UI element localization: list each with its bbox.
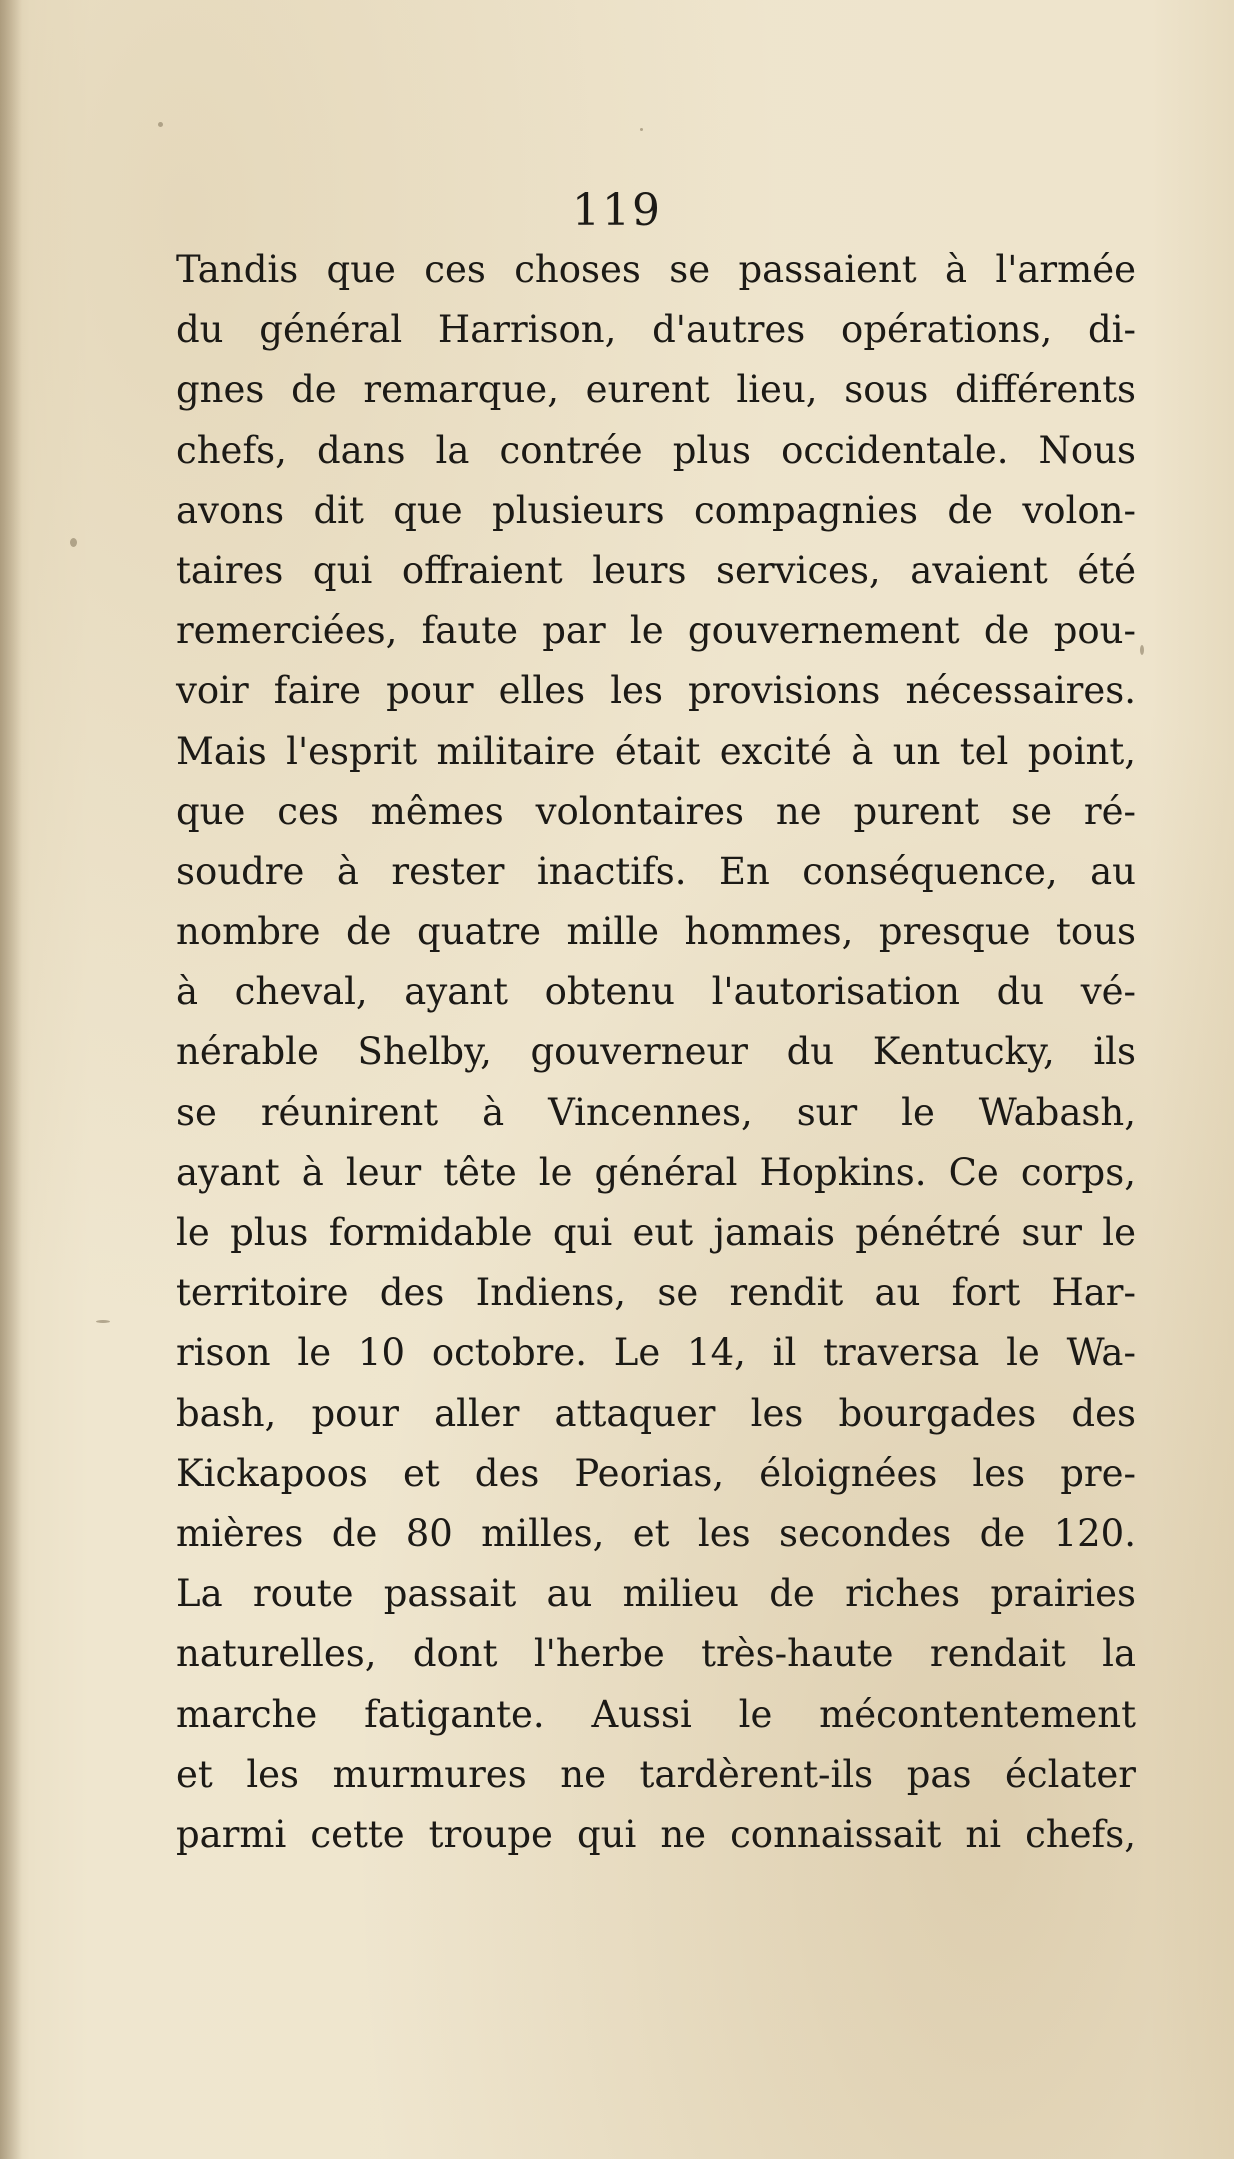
text-line: avons dit que plusieurs compagnies de volon- xyxy=(176,488,1136,532)
paper-speck xyxy=(70,538,77,547)
text-line: rison le 10 octobre. Le 14, il traversa le Wa- xyxy=(176,1331,1136,1375)
text-line: gnes de remarque, eurent lieu, sous différents xyxy=(176,368,1136,412)
text-line: taires qui offraient leurs services, avaient été xyxy=(176,548,1136,592)
text-line: marche fatigante. Aussi le mécontentement xyxy=(176,1692,1136,1736)
text-line: nombre de quatre mille hommes, presque tous xyxy=(176,910,1136,954)
paper-speck xyxy=(158,122,163,127)
text-line: que ces mêmes volontaires ne purent se ré- xyxy=(176,789,1136,833)
text-line: et les murmures ne tardèrent-ils pas éclater xyxy=(176,1752,1136,1796)
paper-speck xyxy=(640,128,643,131)
text-line: le plus formidable qui eut jamais pénétré sur le xyxy=(176,1211,1136,1254)
page-gutter-shadow xyxy=(0,0,22,2159)
text-line: ayant à leur tête le général Hopkins. Ce corps, xyxy=(176,1150,1136,1194)
text-line: bash, pour aller attaquer les bourgades des xyxy=(176,1391,1136,1435)
text-line: naturelles, dont l'herbe très-haute rendait la xyxy=(176,1632,1136,1676)
text-line: Tandis que ces choses se passaient à l'armée xyxy=(176,248,1136,291)
text-line: soudre à rester inactifs. En conséquence, au xyxy=(176,849,1136,893)
text-line: nérable Shelby, gouverneur du Kentucky, ils xyxy=(176,1030,1136,1074)
text-line: mières de 80 milles, et les secondes de 120. xyxy=(176,1511,1136,1555)
text-line: chefs, dans la contrée plus occidentale. Nous xyxy=(176,428,1136,472)
text-line: à cheval, ayant obtenu l'autorisation du vé- xyxy=(176,970,1136,1014)
paper-speck xyxy=(96,1320,110,1323)
text-line: voir faire pour elles les provisions nécessaires. xyxy=(176,669,1136,713)
text-line: La route passait au milieu de riches prairies xyxy=(176,1572,1136,1616)
text-line: remerciées, faute par le gouvernement de pou- xyxy=(176,609,1136,653)
text-line: du général Harrison, d'autres opérations, di- xyxy=(176,308,1136,352)
text-line: se réunirent à Vincennes, sur le Wabash, xyxy=(176,1090,1136,1134)
body-text xyxy=(176,240,1136,1865)
text-line: territoire des Indiens, se rendit au fort Har- xyxy=(176,1271,1136,1315)
page-number: 119 xyxy=(572,185,662,236)
text-line: Mais l'esprit militaire était excité à un tel point, xyxy=(176,729,1136,773)
paper-speck xyxy=(1140,645,1144,655)
text-line: parmi cette troupe qui ne connaissait ni chefs, xyxy=(176,1812,1136,1856)
text-line: Kickapoos et des Peorias, éloignées les pre- xyxy=(176,1451,1136,1495)
